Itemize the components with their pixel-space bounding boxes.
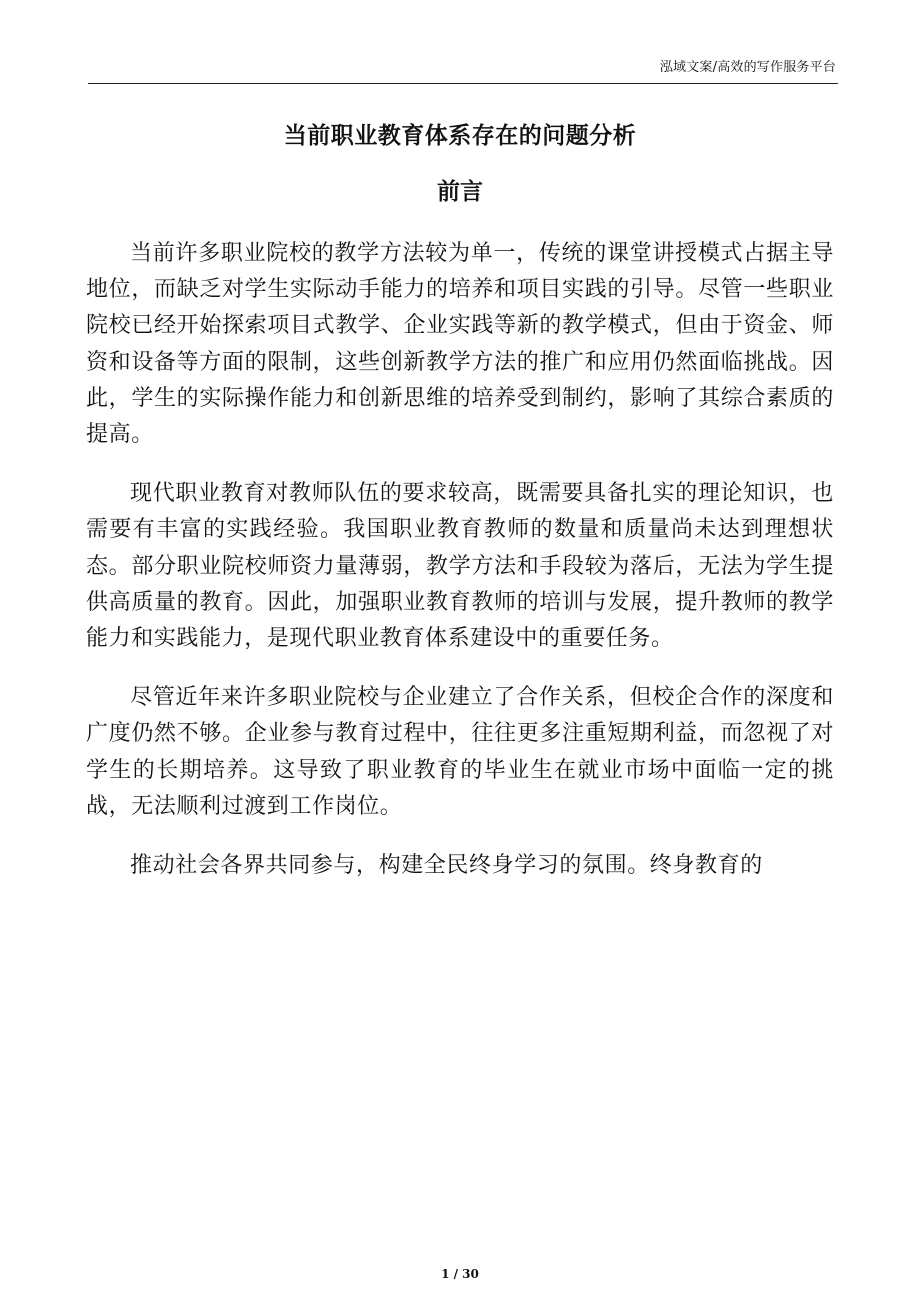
header-divider [88,83,838,84]
section-heading: 前言 [437,179,483,205]
page-number: 1 / 30 [441,1267,479,1281]
paragraph: 当前许多职业院校的教学方法较为单一，传统的课堂讲授模式占据主导地位，而缺乏对学生实际动手能力的培养和项目实践的引导。尽管一些职业院校已经开始探索项目式教学、企业实践等新的教学模式，但由于资金、师资和设备等方面的限制，这些创新教学方法的推广和应用仍然面临挑战。因此，学生的实际操作能力和创新思维的培养受到制约，影响了其综合素质的提高。 [86,241,834,448]
paragraph: 现代职业教育对教师队伍的要求较高，既需要具备扎实的理论知识，也需要有丰富的实践经验。我国职业教育教师的数量和质量尚未达到理想状态。部分职业院校师资力量薄弱，教学方法和手段较为落后，无法为学生提供高质量的教育。因此，加强职业教育教师的培训与发展，提升教师的教学能力和实践能力，是现代职业教育体系建设中的重要任务。 [86,481,834,652]
document-body [86,236,834,907]
paragraph: 推动社会各界共同参与，构建全民终身学习的氛围。终身教育的 [130,853,763,879]
brand-header: 泓域文案/高效的写作服务平台 [659,60,836,75]
paragraph: 尽管近年来许多职业院校与企业建立了合作关系，但校企合作的深度和广度仍然不够。企业参与教育过程中，往往更多注重短期利益，而忽视了对学生的长期培养。这导致了职业教育的毕业生在就业市场中面临一定的挑战，无法顺利过渡到工作岗位。 [86,685,834,819]
document-title: 当前职业教育体系存在的问题分析 [283,123,637,149]
